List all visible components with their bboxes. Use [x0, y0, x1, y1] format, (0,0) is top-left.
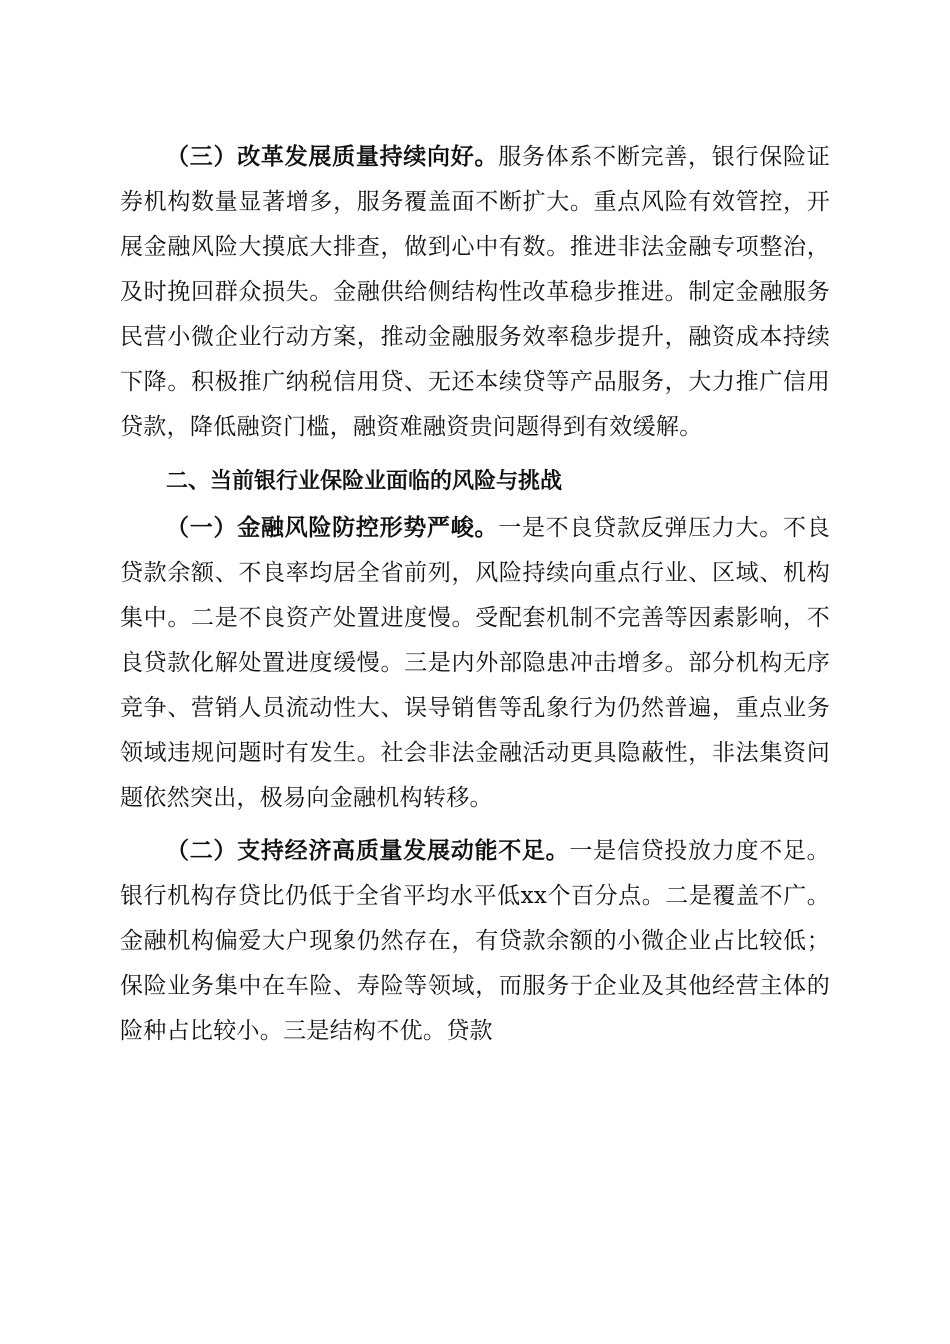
paragraph-risk-control [120, 506, 830, 821]
paragraph-text: 一是不良贷款反弹压力大。不良贷款余额、不良率均居全省前列，风险持续向重点行业、区域、机构集中。二是不良资产处置进度慢。受配套机制不完善等因素影响，不良贷款化解处置进度缓慢。三是内外部隐患冲击增多。部分机构无序竞争、营销人员流动性大、误导销售等乱象行为仍然普遍，重点业务领域违规问题时有发生。社会非法金融活动更具隐蔽性，非法集资问题依然突出，极易向金融机构转移。 [120, 515, 831, 811]
paragraph-text: 服务体系不断完善，银行保险证券机构数量显著增多，服务覆盖面不断扩大。重点风险有效管控，开展金融风险大摸底大排查，做到心中有数。推进非法金融专项整治，及时挽回群众损失。金融供给侧结构性改革稳步推进。制定金融服务民营小微企业行动方案，推动金融服务效率稳步提升，融资成本持续下降。积极推广纳税信用贷、无还本续贷等产品服务，大力推广信用贷款，降低融资门槛，融资难融资贵问题得到有效缓解。 [120, 144, 831, 440]
section-heading: 二、当前银行业保险业面临的风险与挑战 [166, 469, 563, 494]
paragraph-reform-quality [120, 135, 830, 450]
paragraph-lead: （二）支持经济高质量发展动能不足。 [166, 838, 570, 864]
paragraph-lead: （一）金融风险防控形势严峻。 [166, 515, 499, 541]
paragraph-text: 一是信贷投放力度不足。银行机构存贷比仍低于全省平均水平低xx个百分点。二是覆盖不广。金融机构偏爱大户现象仍然存在，有贷款余额的小微企业占比较低；保险业务集中在车险、寿险等领域，而服务于企业及其他经营主体的险种占比较小。三是结构不优。贷款 [120, 838, 830, 1044]
paragraph-lead: （三）改革发展质量持续向好。 [166, 144, 499, 170]
document-body [120, 135, 830, 1054]
paragraph-economic-support [120, 829, 830, 1054]
